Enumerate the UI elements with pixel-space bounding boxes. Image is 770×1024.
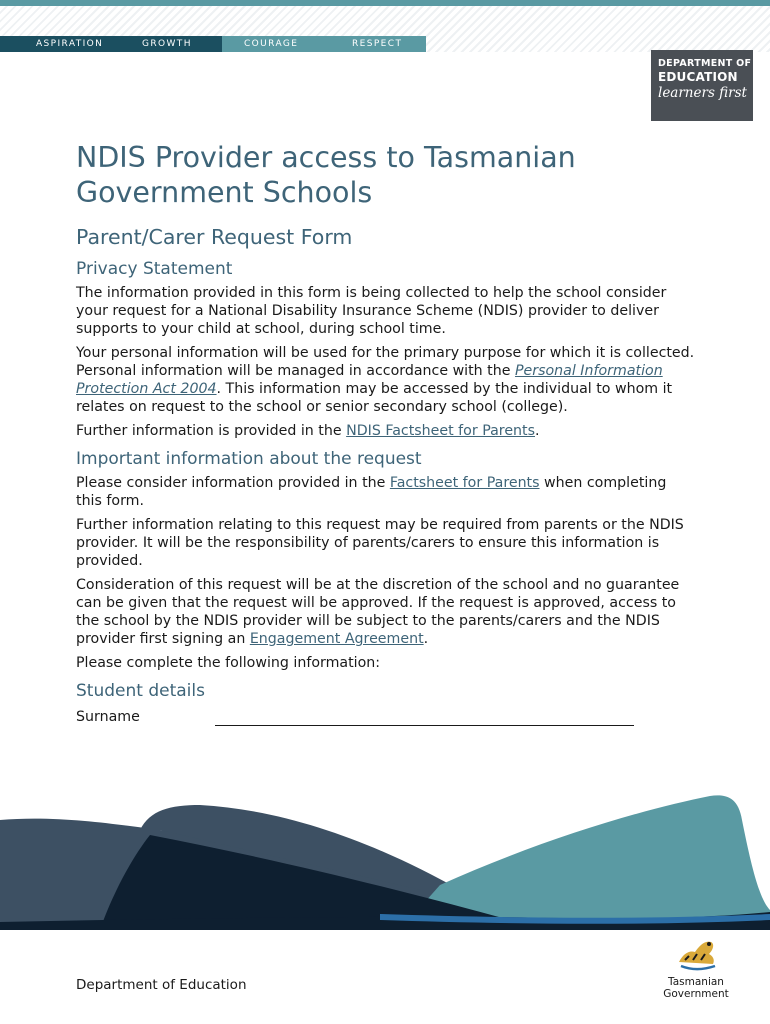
tasmanian-government-logo xyxy=(656,932,736,1002)
ndis-factsheet-link[interactable]: NDIS Factsheet for Parents xyxy=(346,423,535,439)
privacy-p2-text-before: Your personal information will be used for the primary purpose for which it is collected. Personal information will be managed in accordance with the xyxy=(76,345,695,379)
tas-gov-line2: Government xyxy=(663,988,729,1000)
logo-line-education: EDUCATION xyxy=(658,70,738,84)
important-paragraph-1 xyxy=(76,474,696,510)
important-p3-text-before: Consideration of this request will be at the discretion of the school and no guarantee can be given that the request will be approved. If the request is approved, access to the school by the NDIS provider will be subject to the parents/carers and the NDIS provider first signing an xyxy=(76,577,680,647)
privacy-p2-text-after: . This information may be accessed by the individual to whom it relates on request to the school or senior secondary school (college). xyxy=(76,381,673,415)
form-subtitle: Parent/Carer Request Form xyxy=(76,225,353,249)
important-paragraph-3 xyxy=(76,576,696,648)
engagement-agreement-link[interactable]: Engagement Agreement xyxy=(249,631,424,647)
value-aspiration: ASPIRATION xyxy=(0,36,120,52)
footer-wave-graphic xyxy=(0,790,770,930)
student-details-heading: Student details xyxy=(76,681,205,701)
important-paragraph-2: Further information relating to this request may be required from parents or the NDIS provider. It will be the responsibility of parents/carers to ensure this information is provided. xyxy=(76,517,684,569)
factsheet-link[interactable]: Factsheet for Parents xyxy=(389,475,540,491)
tasmanian-tiger-icon xyxy=(671,932,721,972)
privacy-p3-text-after: . xyxy=(535,423,540,439)
privacy-heading: Privacy Statement xyxy=(76,259,233,279)
surname-field-row xyxy=(76,708,696,726)
pip-act-link[interactable]: Personal Information Protection Act 2004 xyxy=(76,363,663,397)
value-courage: COURAGE xyxy=(222,36,324,52)
important-paragraph-4: Please complete the following information: xyxy=(76,655,381,671)
tas-gov-line1: Tasmanian xyxy=(668,976,724,988)
page-title: NDIS Provider access to Tasmanian Government Schools xyxy=(76,141,576,209)
footer-department-name: Department of Education xyxy=(76,977,247,993)
privacy-paragraph-3 xyxy=(76,422,696,440)
privacy-paragraph-2 xyxy=(76,344,696,416)
value-growth: GROWTH xyxy=(120,36,222,52)
important-heading: Important information about the request xyxy=(76,449,422,469)
document-body xyxy=(76,140,696,726)
surname-input-line[interactable] xyxy=(215,712,634,726)
logo-line-department: DEPARTMENT OF xyxy=(658,58,752,69)
important-p1-text-before: Please consider information provided in the xyxy=(76,475,390,491)
important-p3-text-after: . xyxy=(423,631,429,647)
important-p1-text-after: when completing this form. xyxy=(76,475,667,509)
logo-line-tagline: learners first xyxy=(658,85,747,101)
values-bar xyxy=(0,36,426,52)
privacy-paragraph-1: The information provided in this form is being collected to help the school consider your request for a National Disability Insurance Scheme (NDIS) provider to deliver supports to your child at school, during school time. xyxy=(76,285,667,337)
department-logo xyxy=(651,50,753,121)
value-respect: RESPECT xyxy=(324,36,426,52)
surname-label: Surname xyxy=(76,709,140,725)
privacy-p3-text-before: Further information is provided in the xyxy=(76,423,347,439)
